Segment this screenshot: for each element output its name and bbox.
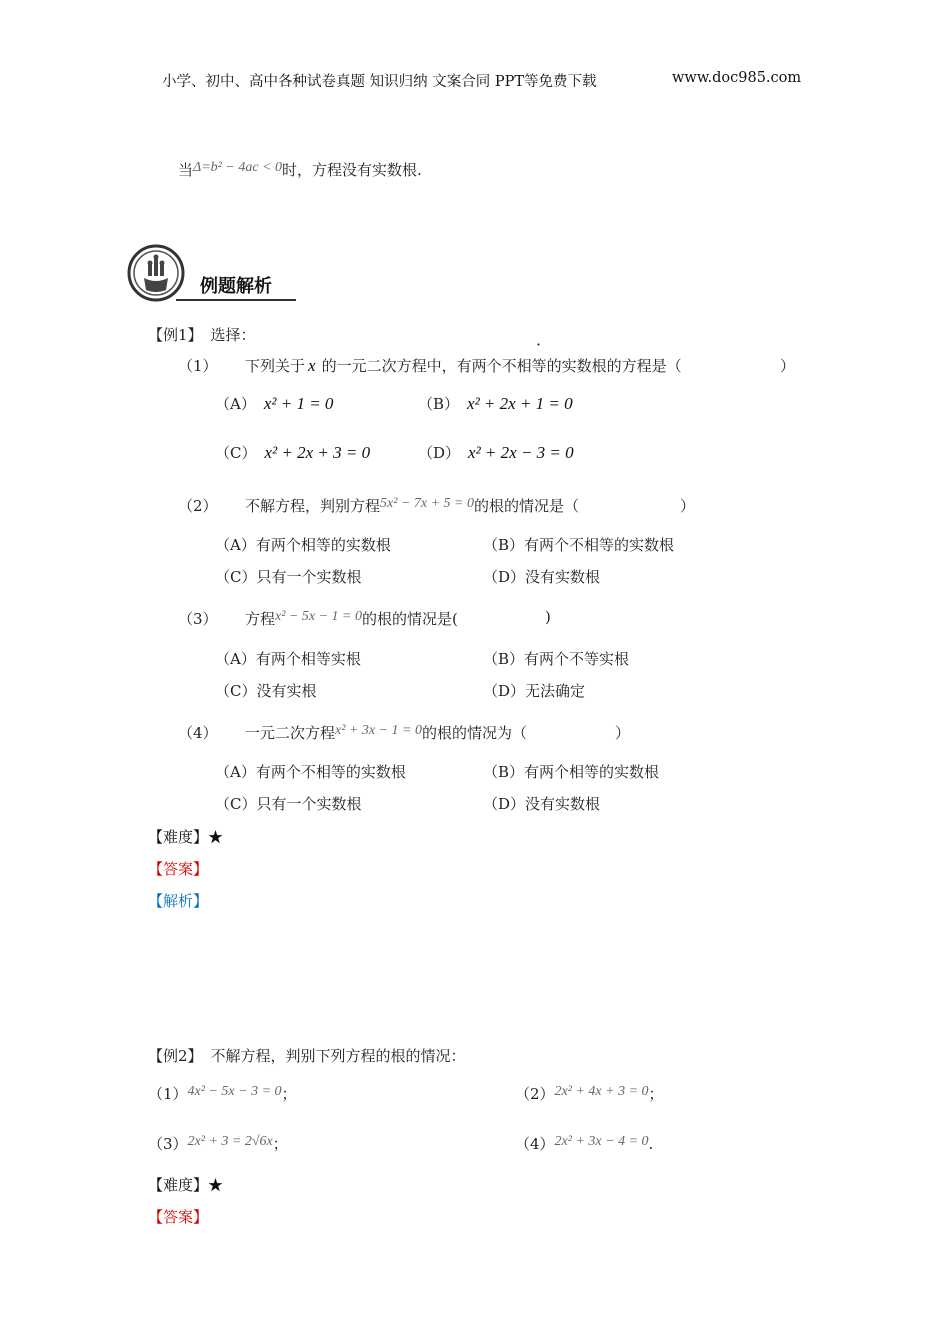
chess-pieces-badge-icon — [126, 244, 188, 304]
option-label: （C） — [215, 444, 257, 462]
item-num: （1） — [148, 1085, 188, 1103]
ex2-item-4 — [515, 1133, 653, 1154]
option-math: x² + 1 = 0 — [263, 394, 334, 413]
ex1-label: 【例1】 — [148, 326, 203, 344]
option-label: （D） — [418, 444, 461, 462]
ex2-heading — [148, 1045, 466, 1066]
ex1-q2-option-d[interactable]: （D）没有实数根 — [483, 568, 601, 586]
ex1-q2-num: （2） — [178, 497, 218, 515]
ex2-answer-label: 【答案】 — [148, 1208, 209, 1226]
item-end: ； — [281, 1085, 297, 1103]
ex1-q2-option-a[interactable]: （A）有两个相等的实数根 — [215, 536, 391, 554]
item-end: ； — [272, 1135, 288, 1153]
ex2-item-3 — [148, 1133, 288, 1154]
ex1-q1-close: ） — [780, 357, 796, 375]
ex1-q1-option-b[interactable] — [418, 393, 573, 414]
item-math: 2x² + 3 = 2√6x — [187, 1134, 273, 1149]
option-math: x² + 2x + 3 = 0 — [264, 443, 371, 462]
ex1-q1-num: （1） — [178, 357, 218, 375]
ex2-difficulty: 【难度】★ — [148, 1176, 224, 1194]
ex1-q3-num: （3） — [178, 610, 218, 628]
ex1-q3-math: x² − 5x − 1 = 0 — [275, 609, 362, 624]
page-header-url[interactable]: www.doc985.com — [672, 70, 802, 86]
ex1-q2-text-b: 的根的情况是（ — [473, 497, 579, 515]
ex1-q4-text-b: 的根的情况为（ — [421, 724, 527, 742]
ex1-q4-option-a[interactable]: （A）有两个不相等的实数根 — [215, 763, 406, 781]
ex1-q3-option-b[interactable]: （B）有两个不等实根 — [483, 650, 630, 668]
item-num: （2） — [515, 1085, 555, 1103]
ex1-q3-option-c[interactable]: （C）没有实根 — [215, 682, 317, 700]
item-end: . — [648, 1135, 654, 1153]
ex1-q4-stem — [245, 722, 527, 743]
section-header — [126, 244, 296, 304]
item-num: （4） — [515, 1135, 555, 1153]
ex1-q4-close: ） — [615, 724, 631, 742]
ex2-item-1 — [148, 1083, 297, 1104]
ex1-q4-math: x² + 3x − 1 = 0 — [335, 723, 422, 738]
ex1-heading — [148, 324, 256, 345]
option-math: x² + 2x + 1 = 0 — [467, 394, 573, 413]
ex2-item-2 — [515, 1083, 664, 1104]
ex1-q3-stem — [245, 608, 458, 629]
item-math: 4x² − 5x − 3 = 0 — [187, 1084, 282, 1099]
ex1-q2-stem — [245, 495, 579, 516]
ex1-q1-var: x — [308, 356, 316, 375]
ex1-instruction: 选择： — [210, 326, 256, 344]
intro-line — [178, 159, 422, 180]
ex1-q3-close: ) — [545, 608, 551, 626]
intro-prefix: 当 — [178, 161, 194, 179]
ex1-q3-text-b: 的根的情况是( — [361, 610, 458, 628]
ex2-label: 【例2】 — [148, 1047, 203, 1065]
intro-suffix: 时，方程没有实数根. — [282, 161, 422, 179]
ex1-q3-text-a: 方程 — [245, 610, 276, 628]
option-label: （A） — [215, 395, 256, 413]
ex1-q4-option-d[interactable]: （D）没有实数根 — [483, 795, 601, 813]
item-num: （3） — [148, 1135, 188, 1153]
ex1-q2-option-b[interactable]: （B）有两个不相等的实数根 — [483, 536, 675, 554]
item-math: 2x² + 3x − 4 = 0 — [554, 1134, 649, 1149]
ex1-q4-option-c[interactable]: （C）只有一个实数根 — [215, 795, 362, 813]
ex1-q1-option-c[interactable] — [215, 442, 370, 463]
item-math: 2x² + 4x + 3 = 0 — [554, 1084, 649, 1099]
ex1-q2-close: ） — [680, 497, 696, 515]
ex1-q1-emphasis-dot: · — [536, 335, 542, 354]
ex1-q4-text-a: 一元二次方程 — [245, 724, 336, 742]
option-label: （B） — [418, 395, 460, 413]
ex1-q1-option-d[interactable] — [418, 442, 574, 463]
ex1-answer-label: 【答案】 — [148, 860, 209, 878]
ex1-q3-option-d[interactable]: （D）无法确定 — [483, 682, 586, 700]
section-underline — [176, 299, 296, 301]
ex1-q2-math: 5x² − 7x + 5 = 0 — [380, 496, 474, 511]
ex1-q4-num: （4） — [178, 724, 218, 742]
ex1-q1-text-b: 的一元二次方程中，有两个不相等的实数根的方程是（ — [321, 357, 682, 375]
ex2-instruction: 不解方程，判别下列方程的根的情况： — [210, 1047, 466, 1065]
option-math: x² + 2x − 3 = 0 — [468, 443, 574, 462]
item-end: ； — [648, 1085, 664, 1103]
intro-discriminant-math: Δ=b² − 4ac < 0 — [193, 160, 282, 175]
ex1-analysis-label: 【解析】 — [148, 892, 209, 910]
ex1-q2-text-a: 不解方程，判别方程 — [245, 497, 381, 515]
ex1-q1-text-a: 下列关于 — [245, 357, 306, 375]
section-title: 例题解析 — [200, 276, 272, 297]
ex1-difficulty: 【难度】★ — [148, 828, 224, 846]
ex1-q4-option-b[interactable]: （B）有两个相等的实数根 — [483, 763, 660, 781]
page-header-text: 小学、初中、高中各种试卷真题 知识归纳 文案合同 PPT等免费下载 — [162, 74, 597, 90]
ex1-q1-option-a[interactable] — [215, 393, 333, 414]
ex1-q3-option-a[interactable]: （A）有两个相等实根 — [215, 650, 361, 668]
ex1-q2-option-c[interactable]: （C）只有一个实数根 — [215, 568, 362, 586]
ex1-q1-stem — [245, 355, 682, 376]
